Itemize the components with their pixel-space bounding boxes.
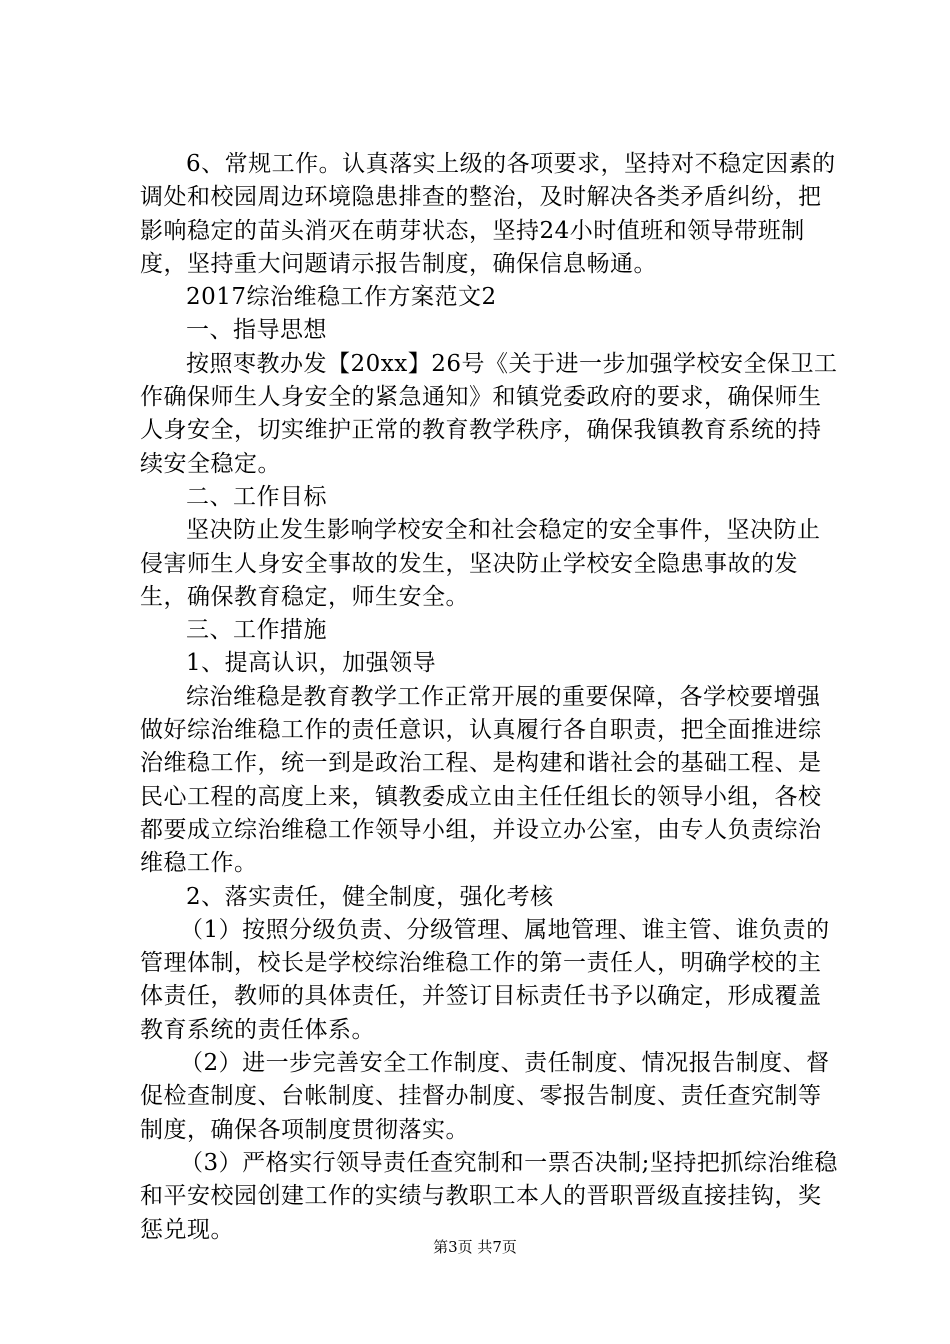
section-title: 2017综治维稳工作方案范文2 [186, 284, 497, 311]
paragraph-responsibility-1: （1）按照分级负责、分级管理、属地管理、谁主管、谁负责的管理体制，校长是学校综治维稳工作的第一责任人，明确学校的主体责任，教师的具体责任，并签订目标责任书予以确定，形成覆盖教育系统的责任体系。 [140, 916, 830, 1043]
paragraph-responsibility-3: （3）严格实行领导责任查究制和一票否决制;坚持把抓综治维稳和平安校园创建工作的实绩与教职工本人的晋职晋级直接挂钩，奖惩兑现。 [140, 1149, 838, 1243]
heading-work-goals: 二、工作目标 [186, 483, 327, 510]
paragraph-responsibility-2: （2）进一步完善安全工作制度、责任制度、情况报告制度、督促检查制度、台帐制度、挂督办制度、零报告制度、责任查究制等制度，确保各项制度贯彻落实。 [140, 1050, 830, 1143]
paragraph-leadership: 综治维稳是教育教学工作正常开展的重要保障，各学校要增强做好综治维稳工作的责任意识，认真履行各自职责，把全面推进综治维稳工作，统一到是政治工程、是构建和谐社会的基础工程、是民心工程的高度上来，镇教委成立由主任任组长的领导小组，各校都要成立综治维稳工作领导小组，并设立办公室，由专人负责综治维稳工作。 [140, 683, 822, 877]
paragraph-work-goals: 坚决防止发生影响学校安全和社会稳定的安全事件，坚决防止侵害师生人身安全事故的发生，坚决防止学校安全隐患事故的发生，确保教育稳定，师生安全。 [140, 517, 821, 610]
paragraph-routine-work: 6、常规工作。认真落实上级的各项要求，坚持对不稳定因素的调处和校园周边环境隐患排查的整治，及时解决各类矛盾纠纷，把影响稳定的苗头消灭在萌芽状态，坚持24小时值班和领导带班制度，坚持重大问题请示报告制度，确保信息畅通。 [140, 151, 836, 277]
subheading-responsibility: 2、落实责任，健全制度，强化考核 [186, 883, 554, 910]
document-body [140, 148, 840, 1247]
heading-work-measures: 三、工作措施 [186, 617, 327, 644]
page-number-footer: 第3页 共7页 [433, 1238, 517, 1256]
subheading-leadership: 1、提高认识，加强领导 [186, 650, 437, 677]
heading-guiding-ideology: 一、指导思想 [186, 317, 327, 344]
paragraph-guiding-ideology: 按照枣教办发【20xx】26号《关于进一步加强学校安全保卫工作确保师生人身安全的紧急通知》和镇党委政府的要求，确保师生人身安全，切实维护正常的教育教学秩序，确保我镇教育系统的持续安全稳定。 [140, 350, 838, 477]
